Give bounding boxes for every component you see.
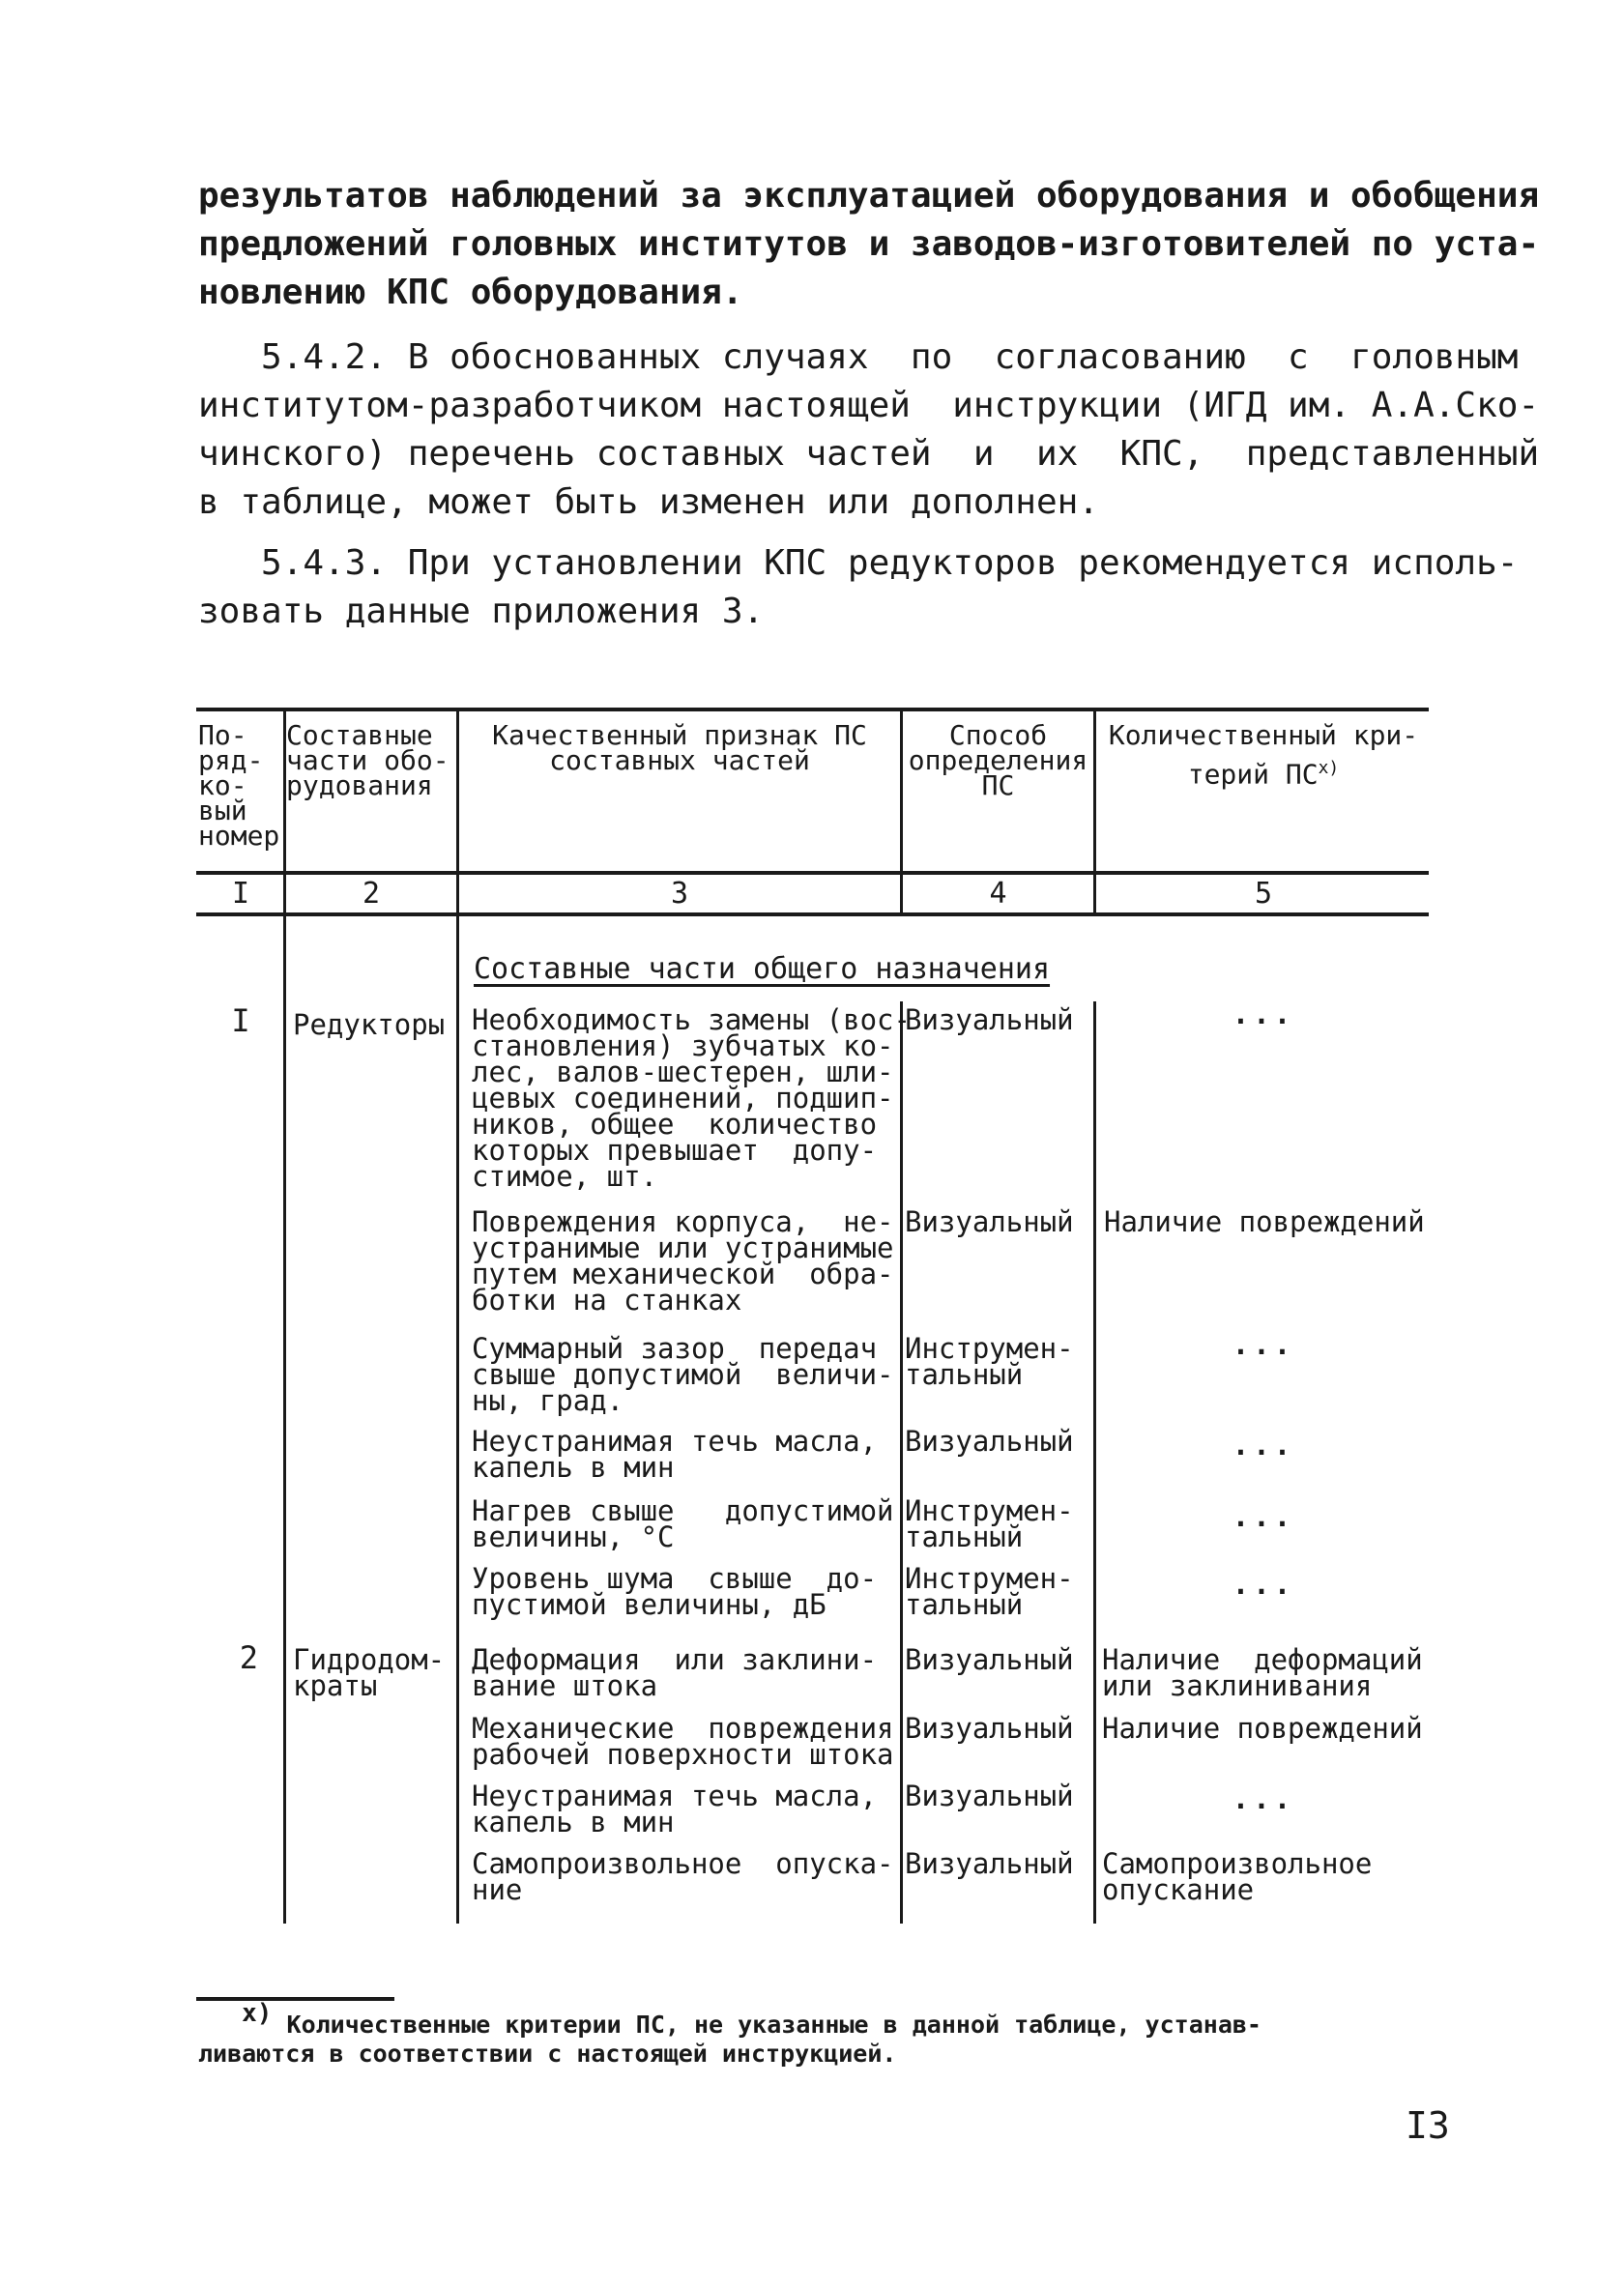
header-line: составных частей — [549, 744, 810, 776]
header-components — [286, 719, 450, 801]
criterion-line: или заклинивания — [1102, 1669, 1373, 1702]
method-cell — [905, 1562, 1074, 1621]
header-line: ПС — [981, 769, 1015, 801]
header-line: рудования — [286, 769, 433, 801]
header-line: вый — [198, 795, 247, 826]
feature-line: рабочей поверхности штока — [472, 1738, 894, 1771]
header-quantity-criterion — [1096, 719, 1431, 791]
column-number: 5 — [1254, 877, 1273, 911]
group-name-line: Гидродом- — [293, 1643, 446, 1676]
feature-line: путем механической обра- — [472, 1258, 894, 1290]
text-line: зовать данные приложения 3. — [198, 592, 765, 631]
header-line: определения — [908, 744, 1088, 776]
table-row — [472, 1205, 894, 1317]
feature-line: Уровень шума свыше до- — [472, 1562, 878, 1595]
feature-line: пустимой величины, дБ — [472, 1588, 826, 1621]
table-row — [472, 1643, 878, 1702]
footnote — [198, 1999, 1445, 2069]
feature-line: капель в мин — [472, 1806, 675, 1838]
criterion-line: Наличие деформаций — [1102, 1643, 1423, 1676]
criterion-line: ... — [1232, 1568, 1295, 1601]
paragraph-5-4-2 — [198, 333, 1540, 527]
method-cell — [905, 1780, 1074, 1812]
feature-line: величины, °С — [472, 1520, 675, 1553]
header-line: части обо- — [286, 744, 450, 776]
method-line: Визуальный — [905, 1003, 1074, 1036]
method-cell — [905, 1847, 1074, 1880]
feature-line: лес, валов-шестерен, шли- — [472, 1056, 894, 1088]
table-vline — [1093, 1001, 1096, 1924]
feature-line: которых превышает допу- — [472, 1134, 878, 1167]
table-row — [472, 1425, 878, 1484]
method-line: тальный — [905, 1358, 1024, 1391]
method-line: Визуальный — [905, 1643, 1074, 1676]
group-name — [293, 1008, 446, 1041]
criterion-cell — [1096, 998, 1431, 1030]
section-title: Составные части общего назначения — [474, 952, 1051, 986]
feature-line: становления) зубчатых ко- — [472, 1029, 894, 1062]
table-header-rule — [196, 871, 1429, 875]
header-line: Составные — [286, 719, 433, 751]
criterion-line: опускание — [1102, 1873, 1255, 1906]
table-colnum-rule — [196, 912, 1429, 916]
criterion-cell — [1102, 1643, 1423, 1702]
feature-line: Повреждения корпуса, не- — [472, 1205, 894, 1238]
feature-line: ны, град. — [472, 1384, 624, 1417]
criterion-cell — [1096, 1429, 1431, 1462]
method-line: Инструмен- — [905, 1562, 1074, 1595]
header-row-number — [198, 719, 280, 852]
feature-line: Нагрев свыше допустимой — [472, 1494, 894, 1527]
text-line: в таблице, может быть изменен или дополнен. — [198, 482, 1099, 522]
group-name-line: краты — [293, 1669, 378, 1702]
footnote-rule — [196, 1997, 394, 2001]
header-line: номер — [198, 820, 280, 852]
column-number: I — [231, 877, 250, 911]
footnote-text: Количественные критерии ПС, не указанные в данной таблице, устанав- — [286, 2011, 1262, 2039]
paragraph-5-4-3 — [198, 539, 1519, 636]
text-line: институтом-разработчиком настоящей инструкции (ИГД им. А.А.Ско- — [198, 386, 1540, 425]
feature-line: капель в мин — [472, 1451, 675, 1484]
table-row — [472, 1494, 894, 1553]
method-line: Визуальный — [905, 1712, 1074, 1745]
page-number: I3 — [1406, 2104, 1450, 2147]
criterion-line: Наличие повреждений — [1104, 1205, 1425, 1238]
method-line: Визуальный — [905, 1780, 1074, 1812]
group-name-line: Редукторы — [293, 1008, 446, 1041]
text-line: новлению КПС оборудования. — [198, 273, 743, 312]
method-cell — [905, 1003, 1074, 1036]
header-line: Способ — [948, 719, 1048, 751]
feature-line: Деформация или заклини- — [472, 1643, 878, 1676]
column-number: 2 — [362, 877, 381, 911]
feature-line: цевых соединений, подшип- — [472, 1082, 894, 1115]
criterion-line: ... — [1232, 1328, 1295, 1361]
criterion-cell — [1096, 1328, 1431, 1361]
method-cell — [905, 1494, 1074, 1553]
feature-line: Суммарный зазор передач — [472, 1332, 878, 1365]
criterion-line: ... — [1232, 1429, 1295, 1462]
header-line: ряд- — [198, 744, 264, 776]
table-top-rule — [196, 708, 1429, 711]
table-row — [472, 1332, 894, 1417]
method-line: тальный — [905, 1520, 1024, 1553]
method-line: Визуальный — [905, 1847, 1074, 1880]
method-cell — [905, 1425, 1074, 1458]
header-line: По- — [198, 719, 247, 751]
header-line-text: терий ПС — [1187, 758, 1319, 791]
criterion-cell — [1096, 1782, 1431, 1815]
header-line: ко- — [198, 769, 247, 801]
method-cell — [905, 1332, 1074, 1391]
table-row — [472, 1712, 894, 1771]
column-number: 3 — [670, 877, 689, 911]
feature-line: ботки на станках — [472, 1284, 742, 1317]
feature-line: Необходимость замены (вос- — [472, 1003, 911, 1036]
footnote-line — [198, 1999, 1445, 2040]
method-cell — [905, 1205, 1074, 1238]
criterion-cell — [1102, 1847, 1373, 1906]
group-number: I — [231, 1002, 250, 1039]
feature-line: Неустранимая течь масла, — [472, 1780, 878, 1812]
criterion-cell — [1096, 1500, 1431, 1533]
text-line: предложений головных институтов и заводов-изготовителей по уста- — [198, 224, 1540, 264]
feature-line: устранимые или устранимые — [472, 1231, 894, 1264]
text-line: чинского) перечень составных частей и их КПС, представленный — [198, 434, 1540, 474]
feature-line: Механические повреждения — [472, 1712, 894, 1745]
feature-line: свыше допустимой величи- — [472, 1358, 894, 1391]
method-line: Визуальный — [905, 1425, 1074, 1458]
header-line: Качественный признак ПС — [492, 719, 867, 751]
text-line: 5.4.3. При установлении КПС редукторов рекомендуется исполь- — [198, 543, 1519, 583]
group-number: 2 — [239, 1639, 258, 1676]
criterion-line: ... — [1232, 1500, 1295, 1533]
header-line: Количественный кри- — [1108, 719, 1419, 751]
method-cell — [905, 1643, 1074, 1676]
footnote-mark: х) — [242, 1999, 273, 2028]
feature-line: Неустранимая течь масла, — [472, 1425, 878, 1458]
header-line — [1096, 756, 1431, 791]
table-row — [472, 1003, 911, 1193]
feature-line: ников, общее количество — [472, 1108, 878, 1141]
table-row — [472, 1780, 878, 1838]
feature-line: ние — [472, 1873, 523, 1906]
method-line: Инструмен- — [905, 1494, 1074, 1527]
method-line: Инструмен- — [905, 1332, 1074, 1365]
criterion-line: Наличие повреждений — [1102, 1712, 1423, 1745]
header-method — [903, 719, 1093, 801]
table-row — [472, 1562, 878, 1621]
criterion-line: Самопроизвольное — [1102, 1847, 1373, 1880]
criterion-line: ... — [1232, 1782, 1295, 1815]
feature-line: Самопроизвольное опуска- — [472, 1847, 894, 1880]
table-row — [472, 1847, 894, 1906]
criterion-cell — [1104, 1205, 1425, 1238]
header-quality-feature — [459, 719, 900, 776]
footnote-ref: х) — [1318, 758, 1340, 778]
feature-line: стимое, шт. — [472, 1160, 658, 1193]
text-line: результатов наблюдений за эксплуатацией оборудования и обобщения — [198, 176, 1540, 216]
footnote-line: ливаются в соответствии с настоящей инструкцией. — [198, 2040, 897, 2068]
criterion-line: ... — [1232, 998, 1295, 1030]
criterion-cell — [1096, 1568, 1431, 1601]
feature-line: вание штока — [472, 1669, 658, 1702]
criterion-cell — [1102, 1712, 1423, 1745]
method-line: тальный — [905, 1588, 1024, 1621]
text-line: 5.4.2. В обоснованных случаях по согласованию с головным — [198, 337, 1519, 377]
method-cell — [905, 1712, 1074, 1745]
group-name — [293, 1643, 446, 1702]
method-line: Визуальный — [905, 1205, 1074, 1238]
paragraph-intro — [198, 172, 1540, 317]
column-number: 4 — [989, 877, 1007, 911]
